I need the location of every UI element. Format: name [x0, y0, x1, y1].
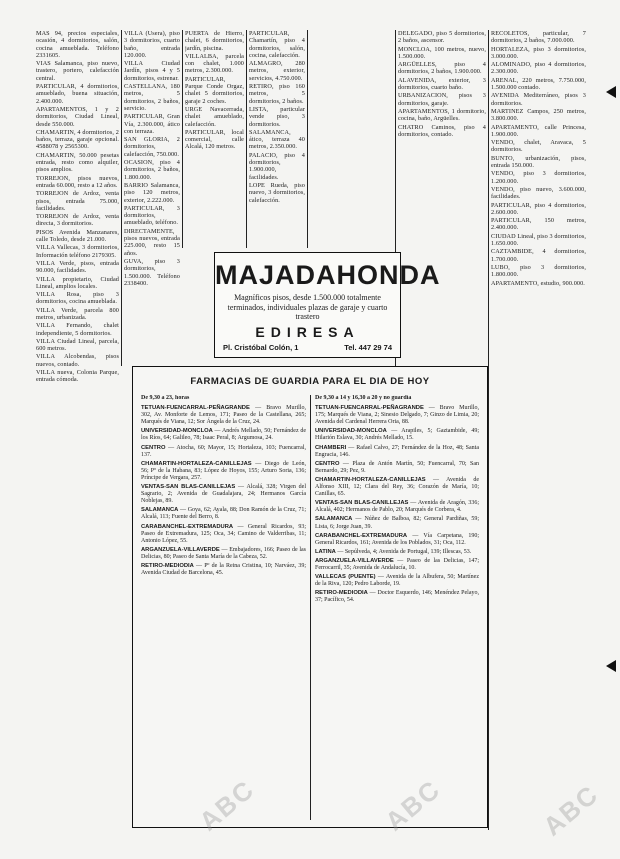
pharmacy-district: ARGANZUELA-VILLAVERDE: [315, 557, 394, 564]
classified-ad: HORTALEZA, piso 3 dormitorios, 3.000.000.: [491, 45, 586, 60]
pharmacy-hours-left: De 9,30 a 23, horas: [141, 395, 190, 401]
pharmacy-addresses: Rafael Calvo, 27; Fernández de la Hoz, 48; Santa Engracia, 146.: [315, 444, 479, 458]
classified-ad: VILLA Verde, parcela 800 metros, urbanizada.: [36, 306, 119, 321]
ad-brand: EDIRESA: [255, 323, 360, 340]
classified-ad: TORREJON, pisos nuevos, entrada 60.000, resto a 12 años.: [36, 174, 119, 189]
classified-ad: PARTICULAR, Parque Conde Orgaz, chalet 5 dormitorios, garaje 2 coches.: [185, 75, 244, 105]
pharmacy-addresses: Paseo de las Delicias, 147; Ferrocarril, 35; Avenida de Andalucía, 10.: [315, 557, 479, 571]
pharmacy-addresses: Pº de la Reina Cristina, 10; Narváez, 39; Avenida Ciudad de Barcelona, 45.: [141, 562, 306, 577]
pharmacy-addresses: Arapiles, 5; Gaztambide, 49; Hilarión Eslava, 30; Andrés Mellado, 15.: [315, 428, 479, 442]
column-rule: [488, 30, 489, 830]
classified-ad: URGE Navacerrada, chalet amueblado, calefacción.: [185, 105, 244, 128]
column-rule: [182, 30, 183, 248]
pharmacy-addresses: Embajadores, 166; Paseo de las Delicias, 80; Paseo de Santa María de la Cabeza, 52.: [141, 546, 306, 560]
classified-ad: PARTICULAR, local comercial, calle Alcalá, 120 metros.: [185, 128, 244, 151]
classified-ad: VILLALBA, parcela con chalet, 1.000 metros, 2.300.000.: [185, 52, 244, 75]
pharmacy-box: [132, 366, 488, 828]
pharmacy-entry: CHAMBERI — Rafael Calvo, 27; Fernández de la Hoz, 48; Santa Engracia, 146.: [315, 444, 479, 458]
classified-ad: APARTAMENTO, calle Princesa, 1.900.000.: [491, 123, 586, 138]
classifieds-column-1: [36, 30, 119, 830]
classified-ad: LISTA, particular vende piso, 3 dormitorios.: [249, 105, 305, 128]
pharmacy-hours-right: De 9,30 a 14 y 16,30 a 20 y no guardia: [315, 395, 412, 401]
classified-ad: ALOMINADO, piso 4 dormitorios, 2.300.000.: [491, 61, 586, 76]
pharmacy-district: UNIVERSIDAD-MONCLOA: [141, 428, 213, 435]
classified-ad: VILLA (Usera), piso 3 dormitorios, cuarto baño, entrada 120.000.: [124, 30, 180, 59]
ad-text: Magníficos pisos, desde 1.500.000 totalmente terminados, individuales plazas de garaje y cuarto trastero: [227, 293, 388, 321]
classifieds-column-3: [185, 30, 244, 248]
pharmacy-addresses: Doctor Esquerdo, 146; Menéndez Pelayo, 37; Pacífico, 54.: [315, 590, 479, 604]
classified-ad: OCASION, piso 4 dormitorios, 2 baños, 1.800.000.: [124, 159, 180, 181]
pharmacy-entry: CARABANCHEL-EXTREMADURA — Vía Carpetana, 190; General Ricardos, 161; Avenida de los Poblados, 31; Oca, 112.: [315, 532, 479, 546]
pharmacy-addresses: Plaza de Antón Martín, 50; Fuencarral, 70; San Bernardo, 29; Pez, 9.: [315, 460, 479, 474]
classified-ad: CASTELLANA, 180 metros, 5 dormitorios, 2 baños, servicio.: [124, 83, 180, 112]
classified-ad: MONCLOA, 100 metros, nuevo, 1.500.000.: [398, 45, 486, 60]
pharmacy-entry: CHAMARTIN-HORTALEZA-CANILLEJAS — Diego de León, 56; Pº de la Habana, 83; López de Hoyos, 155; Arturo Soria, 136; Príncipe de Vergara, 257.: [141, 460, 306, 481]
ad-title: MAJADAHONDA: [215, 260, 441, 290]
pharmacy-entry: RETIRO-MEDIODIA — Pº de la Reina Cristina, 10; Narváez, 39; Avenida Ciudad de Barcelona, 45.: [141, 562, 306, 577]
pharmacy-district: CHAMARTIN-HORTALEZA-CANILLEJAS: [315, 476, 426, 483]
pharmacy-entry: VENTAS-SAN BLAS-CANILLEJAS — Avenida de Aragón, 336; Alcalá, 402; Hermanos de Pablo, 20; Marqués de Corbera, 4.: [315, 500, 479, 514]
pharmacy-title: FARMACIAS DE GUARDIA PARA EL DIA DE HOY: [190, 376, 430, 387]
pharmacy-entry: LATINA — Sepúlveda, 4; Avenida de Portugal, 139; Illescas, 53.: [315, 548, 472, 555]
pharmacy-district: TETUAN-FUENCARRAL-PEÑAGRANDE: [315, 405, 424, 412]
classified-ad: MAS 94, precios especiales, ocasión, 4 dormitorios, salón, cocina amueblada. Teléfono 2331605.: [36, 30, 119, 59]
pharmacy-entry: VENTAS-SAN BLAS-CANILLEJAS — Alcalá, 328; Virgen del Sagrario, 2; Avenida de Guadalajara, 24; Hermanos García Noblejas, 89.: [141, 484, 306, 505]
classified-ad: PARTICULAR, 4 dormitorios, amueblado, buena situación, 2.400.000.: [36, 83, 119, 105]
pharmacy-district: LATINA: [315, 548, 336, 555]
classified-ad: PUERTA de Hierro, chalet, 6 dormitorios, jardín, piscina.: [185, 30, 244, 52]
classified-ad: CAZTAMBIDE, 4 dormitorios, 1.700.000.: [491, 248, 586, 263]
classified-ad: VENDO, piso nuevo, 3.600.000, facilidades.: [491, 185, 586, 201]
classified-ad: BUNTO, urbanización, pisos, entrada 150.000.: [491, 154, 586, 170]
ad-contact: [215, 343, 400, 352]
classified-ad: SALAMANCA, ático, terraza 40 metros, 2.350.000.: [249, 128, 305, 151]
pharmacy-entry: UNIVERSIDAD-MONCLOA — Arapiles, 5; Gaztambide, 49; Hilarión Eslava, 30; Andrés Mellado, 15.: [315, 428, 479, 442]
pharmacy-addresses: Avenida de Aragón, 336; Alcalá, 402; Hermanos de Pablo, 20; Marqués de Corbera, 4.: [315, 500, 479, 514]
ad-address: Pl. Cristóbal Colón, 1: [223, 342, 299, 352]
pharmacy-addresses: Atocha, 60; Mayor, 15; Hortaleza, 103; Fuencarral, 137.: [141, 444, 306, 458]
pharmacy-district: CENTRO: [141, 444, 166, 451]
pharmacy-district: CARABANCHEL-EXTREMADURA: [315, 532, 408, 539]
pharmacy-entry: CENTRO — Plaza de Antón Martín, 50; Fuencarral, 70; San Bernardo, 29; Pez, 9.: [315, 460, 479, 474]
column-rule: [307, 30, 308, 248]
classified-ad: TORREJON de Ardoz, venta directa, 3 dormitorios.: [36, 213, 119, 228]
classified-ad: VILLA Alcobendas, pisos nuevos, contado.: [36, 353, 119, 368]
pharmacy-district: VENTAS-SAN BLAS-CANILLEJAS: [141, 484, 236, 491]
pharmacy-district: VALLECAS (PUENTE): [315, 574, 376, 581]
classified-ad: VILLA Fernando, chalet independiente, 5 dormitorios.: [36, 322, 119, 337]
pharmacy-entry: UNIVERSIDAD-MONCLOA — Andrés Mellado, 50; Fernández de los Ríos, 64; Galileo, 78; Isaac Peral, 8; Argumosa, 24.: [141, 428, 306, 442]
classified-ad: VENDO, piso 3 dormitorios, 1.200.000.: [491, 170, 586, 185]
pharmacy-district: RETIRO-MEDIODIA: [141, 562, 194, 569]
pharmacy-district: CENTRO: [315, 460, 340, 467]
classified-ad: APARTAMENTOS, 1 y 2 dormitorios, Ciudad Lineal, desde 550.000.: [36, 105, 119, 128]
pharmacy-district: CHAMBERI: [315, 444, 347, 451]
classified-ad: VENDO, chalet, Aravaca, 5 dormitorios.: [491, 139, 586, 154]
classified-ad: VILLA Vallecas, 3 dormitorios, Información teléfono 2179305.: [36, 244, 119, 259]
classified-ad: DIRECTAMENTE, pisos nuevos, entrada 225.000, resto 15 años.: [124, 227, 180, 257]
pharmacy-addresses: Vía Carpetana, 190; General Ricardos, 161; Avenida de los Poblados, 31; Oca, 112.: [315, 532, 479, 546]
pharmacy-entry: TETUAN-FUENCARRAL-PEÑAGRANDE — Bravo Murillo, 302, Av. Monforte de Lemos, 171; Paseo de la Castellana, 265; Marqués de Viana, 12; Sor Ángela de la Cruz, 24.: [141, 405, 306, 426]
classified-ad: SAN GLORIA, 2 dormitorios, calefacción, 750.000.: [124, 136, 180, 158]
classified-ad: TORREJON de Ardoz, venta pisos, entrada 75.000, facilidades.: [36, 190, 119, 212]
pharmacy-column-left: [141, 395, 306, 820]
classified-ad: CHAMARTIN, 4 dormitorios, 2 baños, terraza, garaje opcional. 4588078 y 2565300.: [36, 128, 119, 151]
watermark: ABC: [193, 773, 261, 837]
classified-ad: CHATRO Caminos, piso 4 dormitorios, contado.: [398, 123, 486, 138]
pharmacy-entry: CENTRO — Atocha, 60; Mayor, 15; Hortaleza, 103; Fuencarral, 137.: [141, 444, 306, 458]
classified-ad: PARTICULAR, 150 metros, 2.400.000.: [491, 217, 586, 232]
classified-ad: PISOS Avenida Manzanares, calle Toledo, desde 21.000.: [36, 228, 119, 244]
pharmacy-entry: SALAMANCA — Núñez de Balboa, 82; General Pardiñas, 59; Lista, 6; Jorge Juan, 39.: [315, 516, 479, 530]
pharmacy-entry: CHAMARTIN-HORTALEZA-CANILLEJAS — Avenida de Alfonso XIII, 12; Clara del Rey, 36; Corazón de María, 10; Canillas, 65.: [315, 476, 479, 498]
classifieds-column-5: [398, 30, 486, 360]
watermark: ABC: [379, 773, 447, 837]
classified-ad: PARTICULAR, piso 4 dormitorios, 2.600.000.: [491, 201, 586, 216]
classifieds-column-6: [491, 30, 586, 830]
classified-ad: APARTAMENTOS, 1 dormitorio, cocina, baño, Argüelles.: [398, 107, 486, 123]
pharmacy-addresses: General Ricardos, 93; Paseo de Extremadura, 125; Oca, 34; Camino de Valderribas, 11; Antonio López, 55.: [141, 523, 306, 544]
registration-mark: [606, 86, 616, 98]
classified-ad: DELEGADO, piso 5 dormitorios, 2 baños, ascensor.: [398, 30, 486, 45]
classified-ad: ARENAL, 220 metros, 7.750.000, 1.500.000 contado.: [491, 76, 586, 92]
classified-ad: VILLA Ciudad Lineal, parcela, 600 metros.: [36, 337, 119, 353]
pharmacy-addresses: Bravo Murillo, 302, Av. Monforte de Lemos, 171; Paseo de la Castellana, 265; Marqués de Viana, 12; Sor Ángela de la Cruz, 24.: [141, 405, 306, 426]
pharmacy-entry: TETUAN-FUENCARRAL-PEÑAGRANDE — Bravo Murillo, 175; Marqués de Viana, 2; Sinesio Delgado, 7; Ginzo de Limia, 20; Avenida del Cardenal Herrera Oria, 88.: [315, 405, 479, 426]
pharmacy-addresses: Sepúlveda, 4; Avenida de Portugal, 139; Illescas, 53.: [344, 548, 472, 555]
classified-ad: VILLA propietario, Ciudad Lineal, amplios locales.: [36, 275, 119, 290]
pharmacy-addresses: Alcalá, 328; Virgen del Sagrario, 2; Avenida de Guadalajara, 24; Hermanos García Noblejas, 89.: [141, 484, 306, 505]
classified-ad: GUVA, piso 3 dormitorios, 1.500.000. Teléfono 2338400.: [124, 257, 180, 287]
ad-phone: Tel. 447 29 74: [344, 342, 392, 352]
pharmacy-district: ARGANZUELA-VILLAVERDE: [141, 546, 220, 553]
classified-ad: PARTICULAR, Chamartín, piso 4 dormitorios, salón, cocina, calefacción.: [249, 30, 305, 59]
pharmacy-column-right: [315, 395, 479, 820]
pharmacy-district: CARABANCHEL-EXTREMADURA: [141, 523, 234, 530]
pharmacy-addresses: Avenida de Alfonso XIII, 12; Clara del Rey, 36; Corazón de María, 10; Canillas, 65.: [315, 476, 479, 498]
pharmacy-addresses: Núñez de Balboa, 82; General Pardiñas, 59; Lista, 6; Jorge Juan, 39.: [315, 516, 479, 530]
classified-ad: LOPE Rueda, piso nuevo, 3 dormitorios, calefacción.: [249, 181, 305, 204]
classified-ad: VIAS Salamanca, piso nuevo, trastero, portero, calefacción central.: [36, 60, 119, 82]
pharmacy-addresses: Avenida de la Albufera, 50; Martínez de la Riva, 120; Pedro Laborde, 19.: [315, 574, 479, 588]
classified-ad: AVENIDA Mediterráneo, pisos 3 dormitorios.: [491, 92, 586, 107]
pharmacy-addresses: Bravo Murillo, 175; Marqués de Viana, 2; Sinesio Delgado, 7; Ginzo de Limia, 20; Avenida del Cardenal Herrera Oria, 88.: [315, 405, 479, 426]
classifieds-column-4: [249, 30, 305, 248]
pharmacy-entry: VALLECAS (PUENTE) — Avenida de la Albufera, 50; Martínez de la Riva, 120; Pedro Laborde, 19.: [315, 574, 479, 588]
pharmacy-district: SALAMANCA: [315, 516, 353, 523]
classified-ad: ALAVENIDA, exterior, 3 dormitorios, cuarto baño.: [398, 76, 486, 92]
classified-ad: URBANIZACION, pisos 3 dormitorios, garaje.: [398, 92, 486, 107]
pharmacy-addresses: Diego de León, 56; Pº de la Habana, 83; López de Hoyos, 155; Arturo Soria, 136; Príncipe de Vergara, 257.: [141, 460, 306, 481]
pharmacy-addresses: Andrés Mellado, 50; Fernández de los Ríos, 64; Galileo, 78; Isaac Peral, 8; Argumosa, 24.: [141, 428, 306, 442]
pharmacy-entry: CARABANCHEL-EXTREMADURA — General Ricardos, 93; Paseo de Extremadura, 125; Oca, 34; Camino de Valderribas, 11; Antonio López, 55.: [141, 523, 306, 544]
pharmacy-district: RETIRO-MEDIODIA: [315, 590, 368, 597]
pharmacy-entry: ARGANZUELA-VILLAVERDE — Embajadores, 166; Paseo de las Delicias, 80; Paseo de Santa María de la Cabeza, 52.: [141, 546, 306, 560]
pharmacy-district: UNIVERSIDAD-MONCLOA: [315, 428, 387, 435]
classified-ad: PARTICULAR, Gran Vía, 2.300.000, ático con terraza.: [124, 113, 180, 135]
column-rule: [310, 395, 311, 820]
pharmacy-entry: SALAMANCA — Goya, 62; Ayala, 88; Don Ramón de la Cruz, 71; Alcalá, 113; Fuente del Berro, 8.: [141, 507, 306, 521]
classified-ad: VILLA Verde, pisos, entrada 90.000, facilidades.: [36, 259, 119, 275]
classified-ad: RETIRO, piso 160 metros, 5 dormitorios, 2 baños.: [249, 83, 305, 105]
classified-ad: PALACIO, piso 4 dormitorios, 1.900.000, facilidades.: [249, 151, 305, 181]
pharmacy-addresses: Goya, 62; Ayala, 88; Don Ramón de la Cruz, 71; Alcalá, 113; Fuente del Berro, 8.: [141, 507, 306, 521]
pharmacy-entry: RETIRO-MEDIODIA — Doctor Esquerdo, 146; Menéndez Pelayo, 37; Pacífico, 54.: [315, 590, 479, 604]
classified-ad: APARTAMENTO, estudio, 900.000.: [491, 279, 585, 287]
pharmacy-district: SALAMANCA: [141, 507, 179, 514]
classified-ad: MARTINEZ Campos, 250 metros, 3.800.000.: [491, 107, 586, 123]
classified-ad: CIUDAD Lineal, piso 3 dormitorios, 1.650.000.: [491, 232, 586, 248]
registration-mark: [606, 660, 616, 672]
classified-ad: VILLA nueva, Colonia Parque, entrada cómoda.: [36, 369, 119, 384]
pharmacy-district: TETUAN-FUENCARRAL-PEÑAGRANDE: [141, 405, 250, 412]
classifieds-column-2: [124, 30, 180, 360]
classified-ad: PARTICULAR, 3 dormitorios, amueblado, teléfono.: [124, 204, 180, 227]
classified-ad: ALMAGRO, 280 metros, exterior, servicios, 4.750.000.: [249, 60, 305, 82]
watermark: ABC: [537, 778, 605, 842]
classified-ad: CHAMARTIN, 50.000 pesetas entrada, resto como alquiler, pisos amplios.: [36, 151, 119, 174]
pharmacy-entry: ARGANZUELA-VILLAVERDE — Paseo de las Delicias, 147; Ferrocarril, 35; Avenida de Andalucía, 10.: [315, 557, 479, 571]
classified-ad: RECOLETOS, particular, 7 dormitorios, 2 baños, 7.000.000.: [491, 30, 586, 45]
pharmacy-district: VENTAS-SAN BLAS-CANILLEJAS: [315, 500, 409, 507]
classified-ad: BARRIO Salamanca, piso 120 metros, exterior, 2.222.000.: [124, 181, 180, 204]
column-rule: [246, 30, 247, 248]
column-rule: [121, 30, 122, 366]
pharmacy-district: CHAMARTIN-HORTALEZA-CANILLEJAS: [141, 460, 252, 467]
majadahonda-ad: [214, 252, 441, 358]
classified-ad: LUBO, piso 3 dormitorios, 1.800.000.: [491, 263, 586, 279]
classified-ad: VILLA Ciudad Jardín, pisos 4 y 5 dormitorios, estrenar.: [124, 60, 180, 82]
classified-ad: VILLA Rosa, piso 3 dormitorios, cocina amueblada.: [36, 291, 119, 306]
classified-ad: ARGÜELLES, piso 4 dormitorios, 2 baños, 1.900.000.: [398, 61, 486, 76]
